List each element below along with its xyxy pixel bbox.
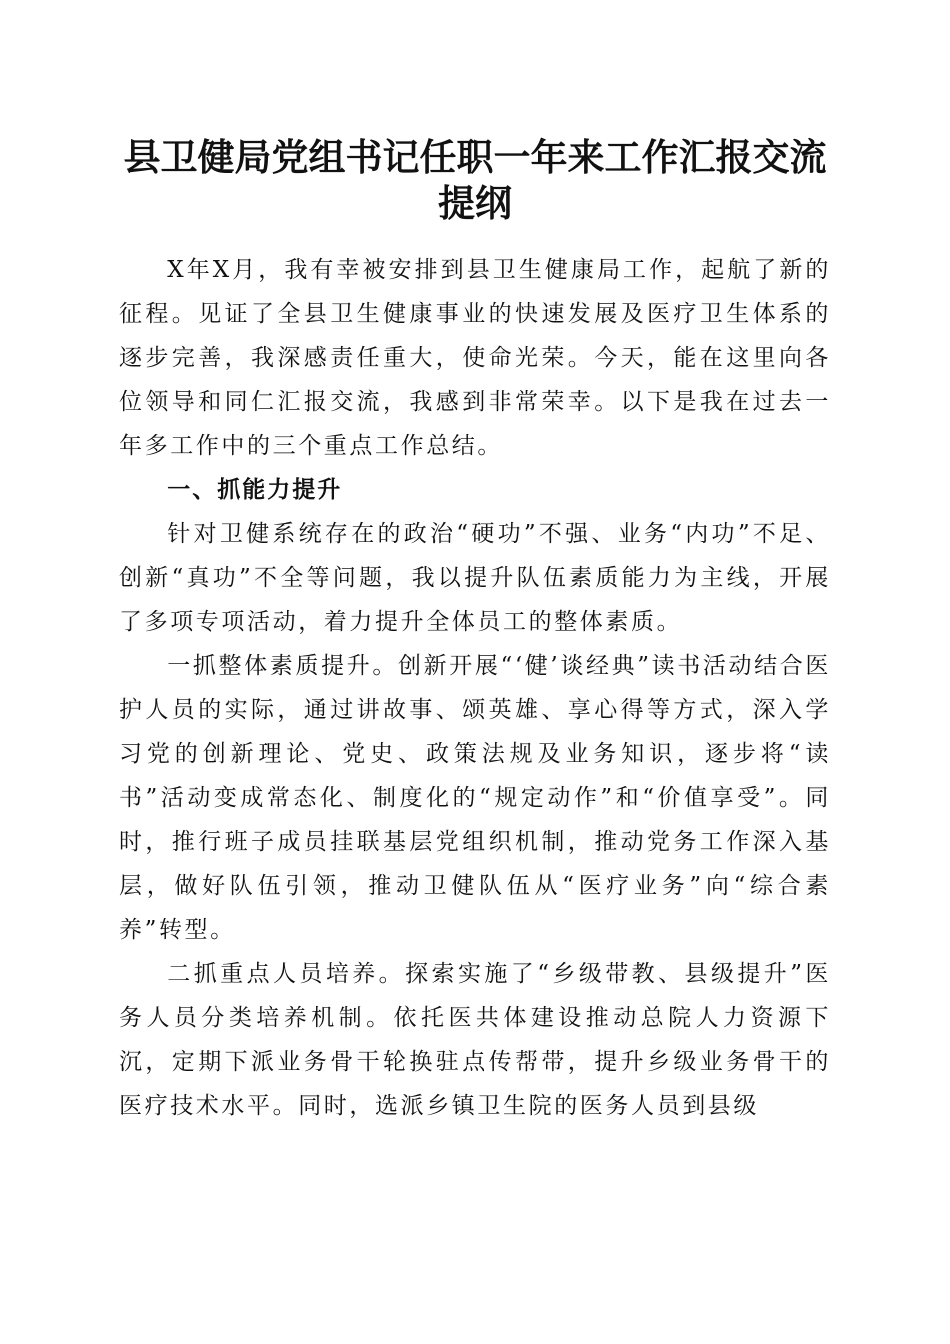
section-paragraph-2: 一抓整体素质提升。创新开展“‘健’谈经典”读书活动结合医护人员的实际，通过讲故事、颂英雄、享心得等方式，深入学习党的创新理论、党史、政策法规及业务知识，逐步将“读书”活动变成常态化、制度化的“规定动作”和“价值享受”。同时，推行班子成员挂联基层党组织机制，推动党务工作深入基层，做好队伍引领，推动卫健队伍从“医疗业务”向“综合素养”转型。 [119, 653, 831, 943]
section-paragraph-3: 二抓重点人员培养。探索实施了“乡级带教、县级提升”医务人员分类培养机制。依托医共体建设推动总院人力资源下沉，定期下派业务骨干轮换驻点传帮带，提升乡级业务骨干的医疗技术水平。同时，选派乡镇卫生院的医务人员到县级 [119, 961, 831, 1119]
document-body [119, 248, 831, 1128]
section-heading-capability: 一、抓能力提升 [167, 477, 343, 503]
section-paragraph-1: 针对卫健系统存在的政治“硬功”不强、业务“内功”不足、创新“真功”不全等问题，我以提升队伍素质能力为主线，开展了多项专项活动，着力提升全体员工的整体素质。 [119, 521, 831, 635]
document-title: 县卫健局党组书记任职一年来工作汇报交流提纲 [123, 135, 827, 225]
intro-paragraph: X年X月，我有幸被安排到县卫生健康局工作，起航了新的征程。见证了全县卫生健康事业的快速发展及医疗卫生体系的逐步完善，我深感责任重大，使命光荣。今天，能在这里向各位领导和同仁汇报交流，我感到非常荣幸。以下是我在过去一年多工作中的三个重点工作总结。 [119, 257, 831, 459]
